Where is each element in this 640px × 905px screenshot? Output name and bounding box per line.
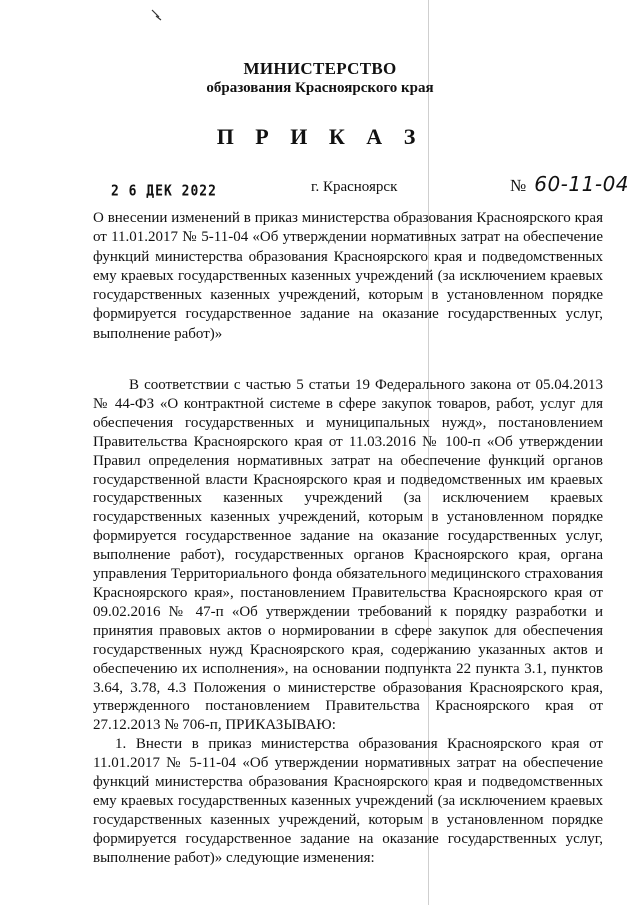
order-subject: О внесении изменений в приказ министерства образования Красноярского края от 11.01.2017 № 5-11-04 «Об утверждении нормативных затрат на обеспечение функций министерства образования Красноярского края и подведомственных ему краевых государственных казенных учреждений (за исключением краевых государственных казенных учреждений, которым в установленном порядке формируется государственное задание на оказание государственных услуг, выполнение работ)» (93, 210, 603, 342)
ministry-title: МИНИСТЕРСТВО (243, 59, 397, 78)
city-label: г. Красноярск (311, 179, 398, 195)
document-type-title: П Р И К А З (216, 124, 424, 149)
pen-mark-icon (150, 8, 164, 22)
date-stamp: 2 6 ДЕК 2022 (111, 182, 217, 201)
preamble-paragraph: В соответствии с частью 5 статьи 19 Федерального закона от 05.04.2013 № 44-ФЗ «О контрактной системе в сфере закупок товаров, работ, услуг для обеспечения государственных и муниципальных нужд», постановлением Правительства Красноярского края от 11.03.2016 № 100-п «Об утверждении Правил определения нормативных затрат на обеспечение функций органов государственной власти Красноярского края и подведомственных им краевых государственных казенных учреждений (за исключением краевых государственных казенных учреждений, которым в установленном порядке формируется государственное задание на оказание государственных услуг, выполнение работ), государственных органов Красноярского края, органа управления Территориального фонда обязательного медицинского страхования Красноярского края», постановлением Правительства Красноярского края от 09.02.2016 № 47-п «Об утверждении требований к порядку разработки и принятия правовых актов о нормировании в сфере закупок для обеспечения государственных нужд Красноярского края, содержанию указанных актов и обеспечению их исполнения», на основании подпункта 22 пункта 3.1, пунктов 3.64, 3.78, 4.3 Положения о министерстве образования Красноярского края, утвержденного постановлением Правительства Красноярского края от 27.12.2013 № 706-п, ПРИКАЗЫВАЮ: (93, 377, 603, 734)
number-sign: № (510, 176, 527, 195)
order-number (510, 172, 629, 196)
ministry-subtitle: образования Красноярского края (206, 80, 434, 96)
order-number-value: 60-11-04 (534, 172, 630, 196)
item-1-paragraph: 1. Внести в приказ министерства образования Красноярского края от 11.01.2017 № 5-11-04 «Об утверждении нормативных затрат на обеспечение функций министерства образования Красноярского края и подведомственных ему краевых государственных казенных учреждений (за исключением краевых государственных казенных учреждений, которым в установленном порядке формируется государственное задание на оказание государственных услуг, выполнение работ)» следующие изменения: (93, 736, 603, 866)
order-body (93, 376, 603, 868)
